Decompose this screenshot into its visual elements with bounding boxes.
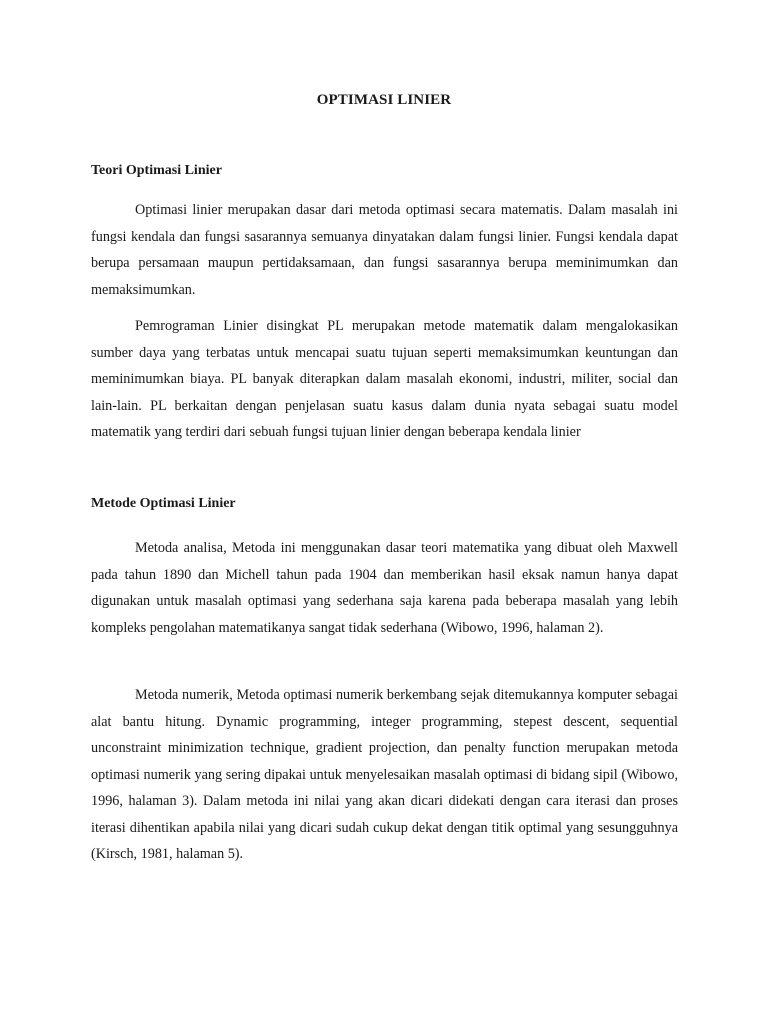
section-heading-teori: Teori Optimasi Linier: [91, 163, 222, 178]
paragraph-metode-2: Metoda numerik, Metoda optimasi numerik berkembang sejak ditemukannya komputer sebagai alat bantu hitung. Dynamic programming, integer programming, stepest descent, sequential unconstraint minimization technique, gradient projection, dan penalty function merupakan metoda optimasi numerik yang sering dipakai untuk menyelesaikan masalah optimasi di bidang sipil (Wibowo, 1996, halaman 3). Dalam metoda ini nilai yang akan dicari didekati dengan cara iterasi dan proses iterasi dihentikan apabila nilai yang dicari sudah cukup dekat dengan titik optimal yang sesungguhnya (Kirsch, 1981, halaman 5).: [91, 687, 678, 862]
paragraph-teori-2: Pemrograman Linier disingkat PL merupakan metode matematik dalam mengalokasikan sumber daya yang terbatas untuk mencapai suatu tujuan seperti memaksimumkan keuntungan dan meminimumkan biaya. PL banyak diterapkan dalam masalah ekonomi, industri, militer, social dan lain-lain. PL berkaitan dengan penjelasan suatu kasus dalam dunia nyata sebagai suatu model matematik yang terdiri dari sebuah fungsi tujuan linier dengan beberapa kendala linier: [91, 318, 678, 440]
page-title: OPTIMASI LINIER: [316, 92, 452, 108]
section-heading-metode: Metode Optimasi Linier: [91, 496, 236, 511]
paragraph-teori-1: Optimasi linier merupakan dasar dari metoda optimasi secara matematis. Dalam masalah ini fungsi kendala dan fungsi sasarannya semuanya dinyatakan dalam fungsi linier. Fungsi kendala dapat berupa persamaan maupun pertidaksamaan, dan fungsi sasarannya berupa meminimumkan dan memaksimumkan.: [91, 202, 678, 298]
paragraph-metode-1: Metoda analisa, Metoda ini menggunakan dasar teori matematika yang dibuat oleh Maxwell pada tahun 1890 dan Michell tahun pada 1904 dan memberikan hasil eksak namun hanya dapat digunakan untuk masalah optimasi yang sederhana saja karena pada beberapa masalah yang lebih kompleks pengolahan matematikanya sangat tidak sederhana (Wibowo, 1996, halaman 2).: [91, 540, 678, 636]
